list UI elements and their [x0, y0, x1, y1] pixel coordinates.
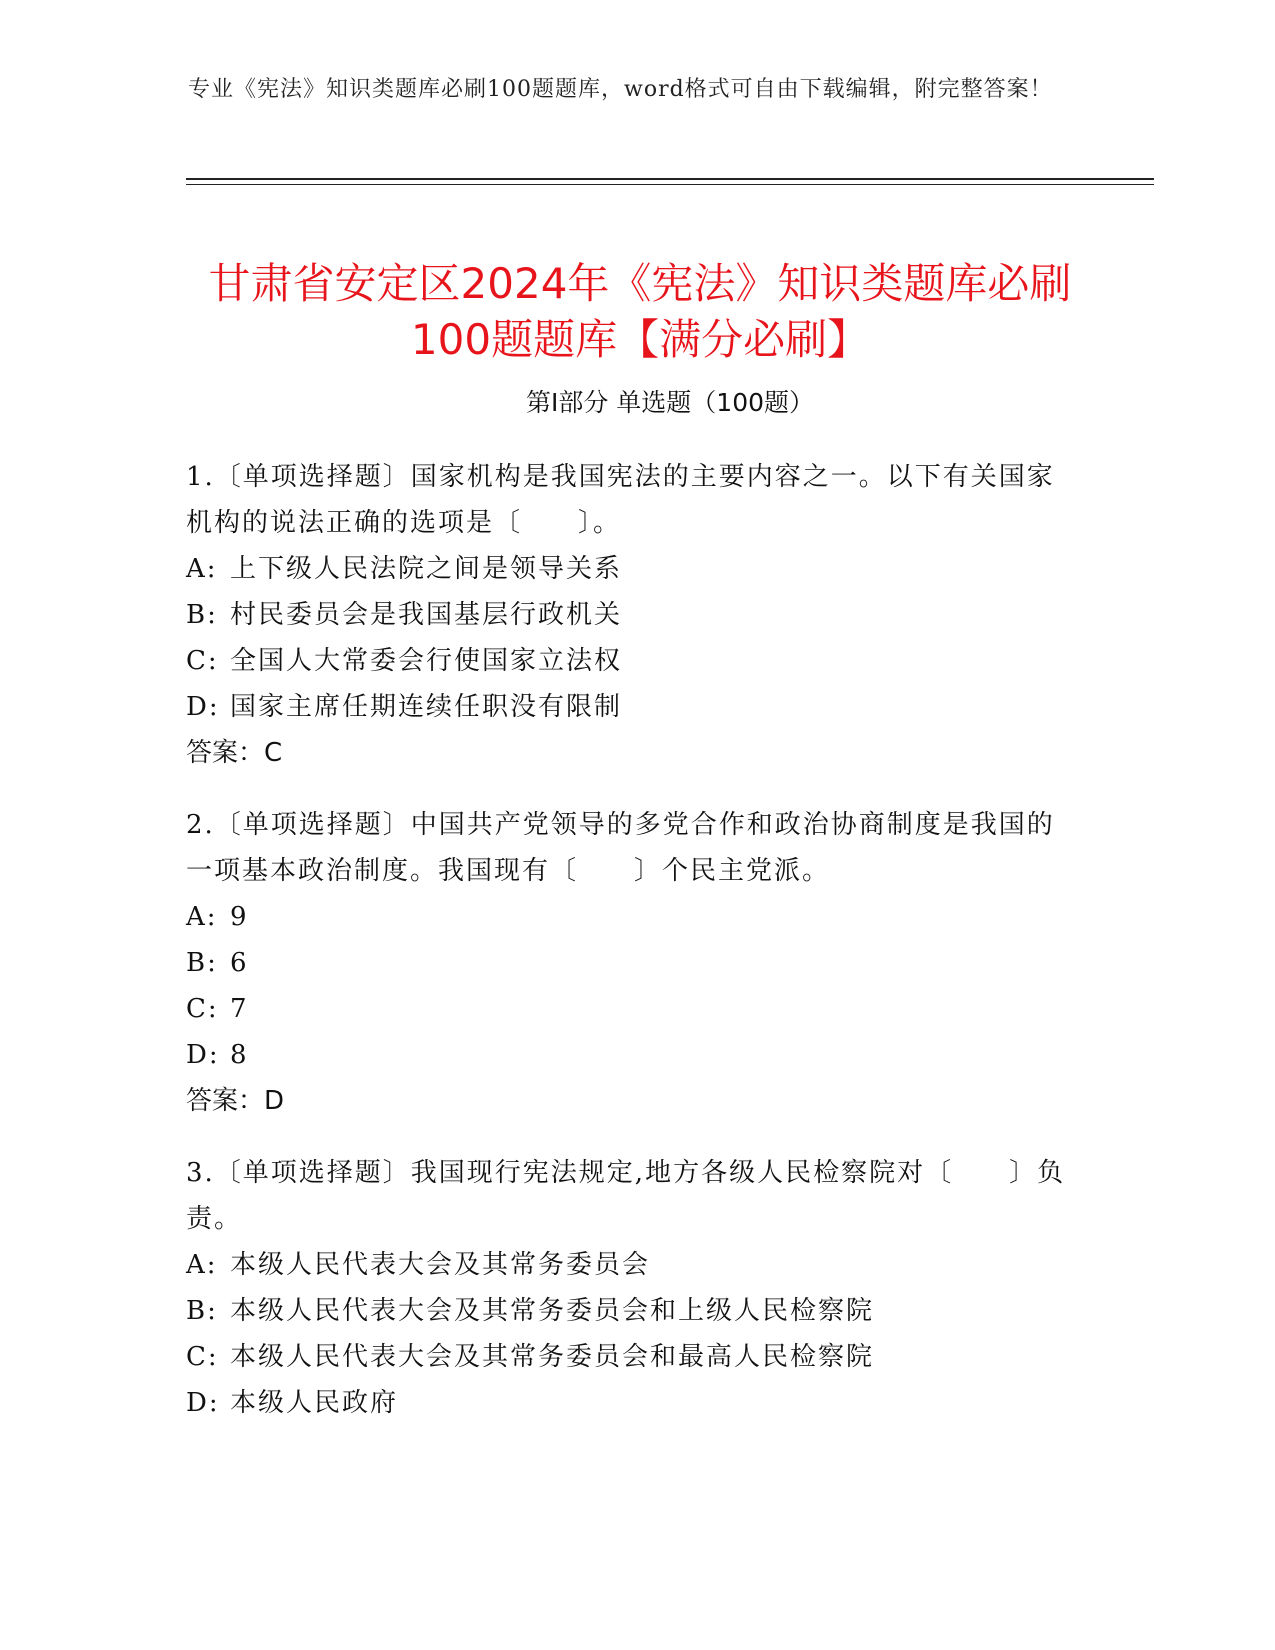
question-text: 2.〔单项选择题〕中国共产党领导的多党合作和政治协商制度是我国的一项基本政治制度。我国现有〔 〕个民主党派。 [186, 810, 1055, 886]
option-key: C: [186, 646, 219, 676]
option-d [186, 684, 1066, 730]
option-key: B: [186, 948, 218, 978]
option-text: 本级人民代表大会及其常务委员会 [230, 1250, 651, 1280]
option-text: 村民委员会是我国基层行政机关 [230, 600, 623, 630]
header-rule-thick [186, 178, 1154, 180]
option-b [186, 1288, 1066, 1334]
option-c [186, 986, 1066, 1032]
question-text: 3.〔单项选择题〕我国现行宪法规定,地方各级人民检察院对〔 〕负责。 [186, 1158, 1066, 1234]
option-key: C: [186, 994, 219, 1024]
question-1 [186, 454, 1066, 776]
option-text: 9 [230, 902, 249, 932]
question-3 [186, 1150, 1066, 1426]
option-key: A: [186, 902, 218, 932]
option-text: 国家主席任期连续任职没有限制 [230, 692, 623, 722]
option-key: C: [186, 1342, 219, 1372]
option-b [186, 940, 1066, 986]
option-text: 7 [230, 994, 249, 1024]
option-a [186, 546, 1066, 592]
document-title: 甘肃省安定区2024年《宪法》知识类题库必刷100题题库【满分必刷】 [208, 259, 1072, 365]
option-key: D: [186, 1388, 220, 1418]
option-d [186, 1032, 1066, 1078]
option-key: B: [186, 600, 218, 630]
header-rule-thin [186, 184, 1154, 185]
answer: 答案：D [186, 1086, 285, 1116]
question-2 [186, 802, 1066, 1124]
question-text: 1.〔单项选择题〕国家机构是我国宪法的主要内容之一。以下有关国家机构的说法正确的选项是〔 〕。 [186, 462, 1055, 538]
option-text: 本级人民政府 [230, 1388, 399, 1418]
option-a [186, 894, 1066, 940]
option-text: 本级人民代表大会及其常务委员会和上级人民检察院 [230, 1296, 875, 1326]
option-key: B: [186, 1296, 218, 1326]
option-text: 6 [230, 948, 249, 978]
option-text: 本级人民代表大会及其常务委员会和最高人民检察院 [230, 1342, 875, 1372]
header-note: 专业《宪法》知识类题库必刷100题题库，word格式可自由下载编辑，附完整答案！ [188, 77, 1053, 102]
option-text: 8 [230, 1040, 249, 1070]
option-key: D: [186, 692, 220, 722]
option-a [186, 1242, 1066, 1288]
option-key: D: [186, 1040, 220, 1070]
option-text: 全国人大常委会行使国家立法权 [230, 646, 623, 676]
section-heading: 第I部分 单选题（100题） [525, 388, 815, 417]
answer: 答案：C [186, 738, 283, 768]
option-b [186, 592, 1066, 638]
option-d [186, 1380, 1066, 1426]
option-key: A: [186, 1250, 218, 1280]
option-text: 上下级人民法院之间是领导关系 [230, 554, 623, 584]
option-key: A: [186, 554, 218, 584]
option-c [186, 1334, 1066, 1380]
option-c [186, 638, 1066, 684]
